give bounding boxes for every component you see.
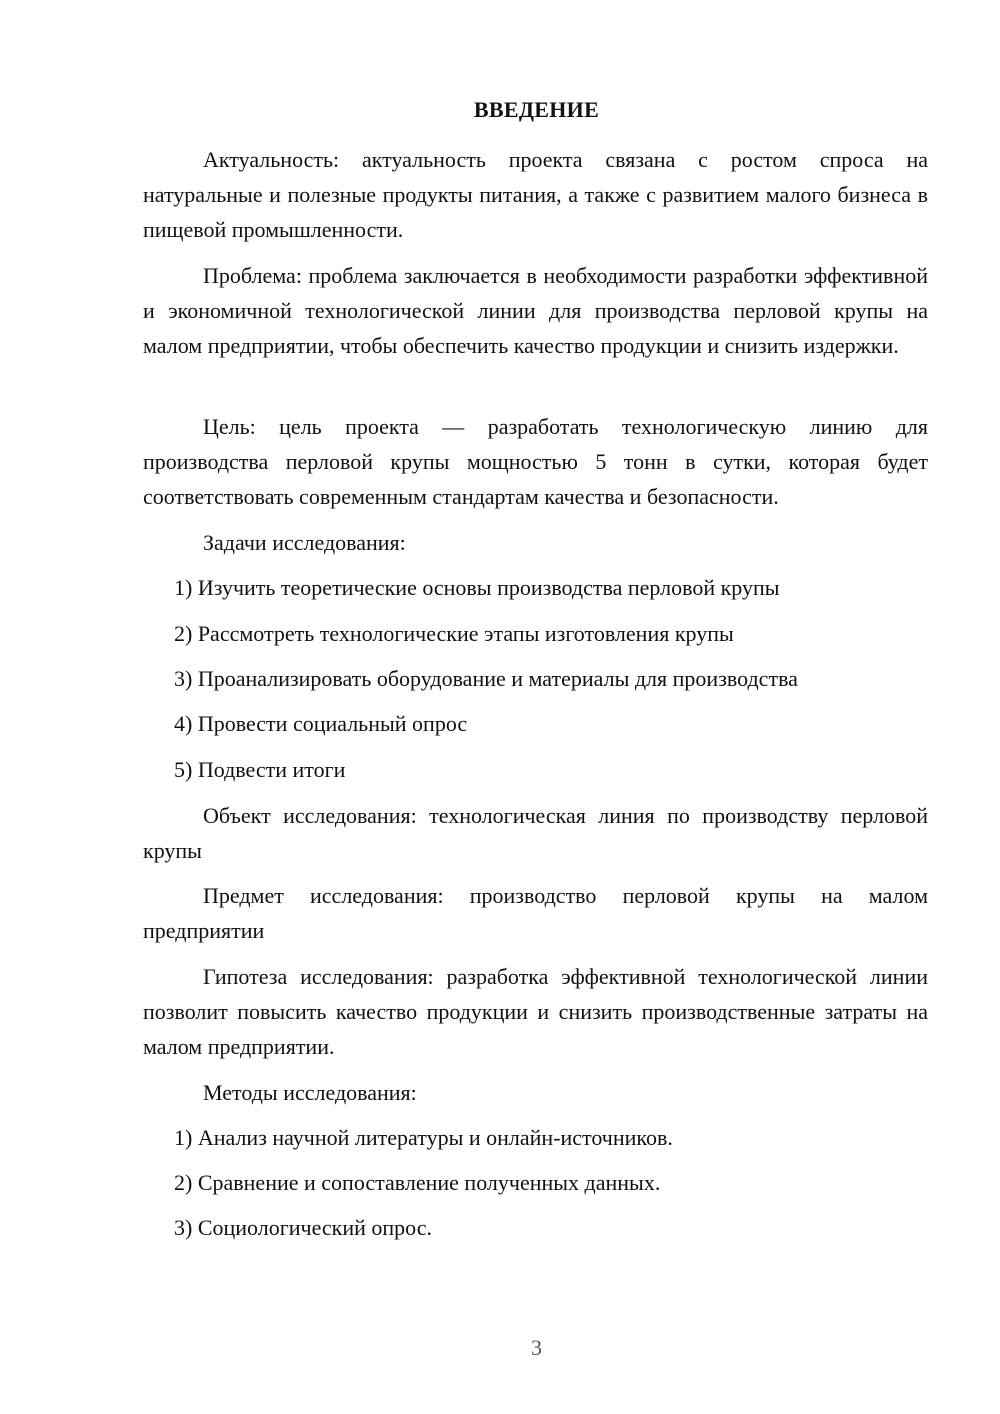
problem-paragraph: Проблема: проблема заключается в необходимости разработки эффективной и экономичной технологической линии для производства перловой крупы на малом предприятии, чтобы обеспечить качество продукции и снизить издержки.: [143, 263, 928, 358]
page-title: ВВЕДЕНИЕ: [473, 97, 600, 122]
goal-paragraph: Цель: цель проекта — разработать технологическую линию для производства перловой крупы мощностью 5 тонн в сутки, которая будет соответствовать современным стандартам качества и безопасности.: [143, 414, 928, 509]
task-item: 3) Проанализировать оборудование и материалы для производства: [174, 666, 798, 691]
methods-heading: Методы исследования:: [203, 1080, 417, 1105]
tasks-heading: Задачи исследования:: [203, 530, 406, 555]
method-item: 2) Сравнение и сопоставление полученных данных.: [174, 1170, 661, 1195]
hypothesis-paragraph: Гипотеза исследования: разработка эффективной технологической линии позволит повысить качество продукции и снизить производственные затраты на малом предприятии.: [143, 964, 928, 1059]
task-item: 2) Рассмотреть технологические этапы изготовления крупы: [174, 621, 734, 646]
task-item: 5) Подвести итоги: [174, 757, 346, 782]
relevance-paragraph: Актуальность: актуальность проекта связана с ростом спроса на натуральные и полезные продукты питания, а также с развитием малого бизнеса в пищевой промышленности.: [143, 147, 928, 242]
page-number: 3: [531, 1335, 542, 1360]
task-item: 4) Провести социальный опрос: [174, 711, 468, 736]
method-item: 3) Социологический опрос.: [174, 1215, 432, 1240]
object-paragraph: Объект исследования: технологическая линия по производству перловой крупы: [143, 803, 928, 863]
method-item: 1) Анализ научной литературы и онлайн-источников.: [174, 1125, 673, 1150]
subject-paragraph: Предмет исследования: производство перловой крупы на малом предприятии: [143, 883, 928, 943]
task-item: 1) Изучить теоретические основы производства перловой крупы: [174, 575, 780, 600]
